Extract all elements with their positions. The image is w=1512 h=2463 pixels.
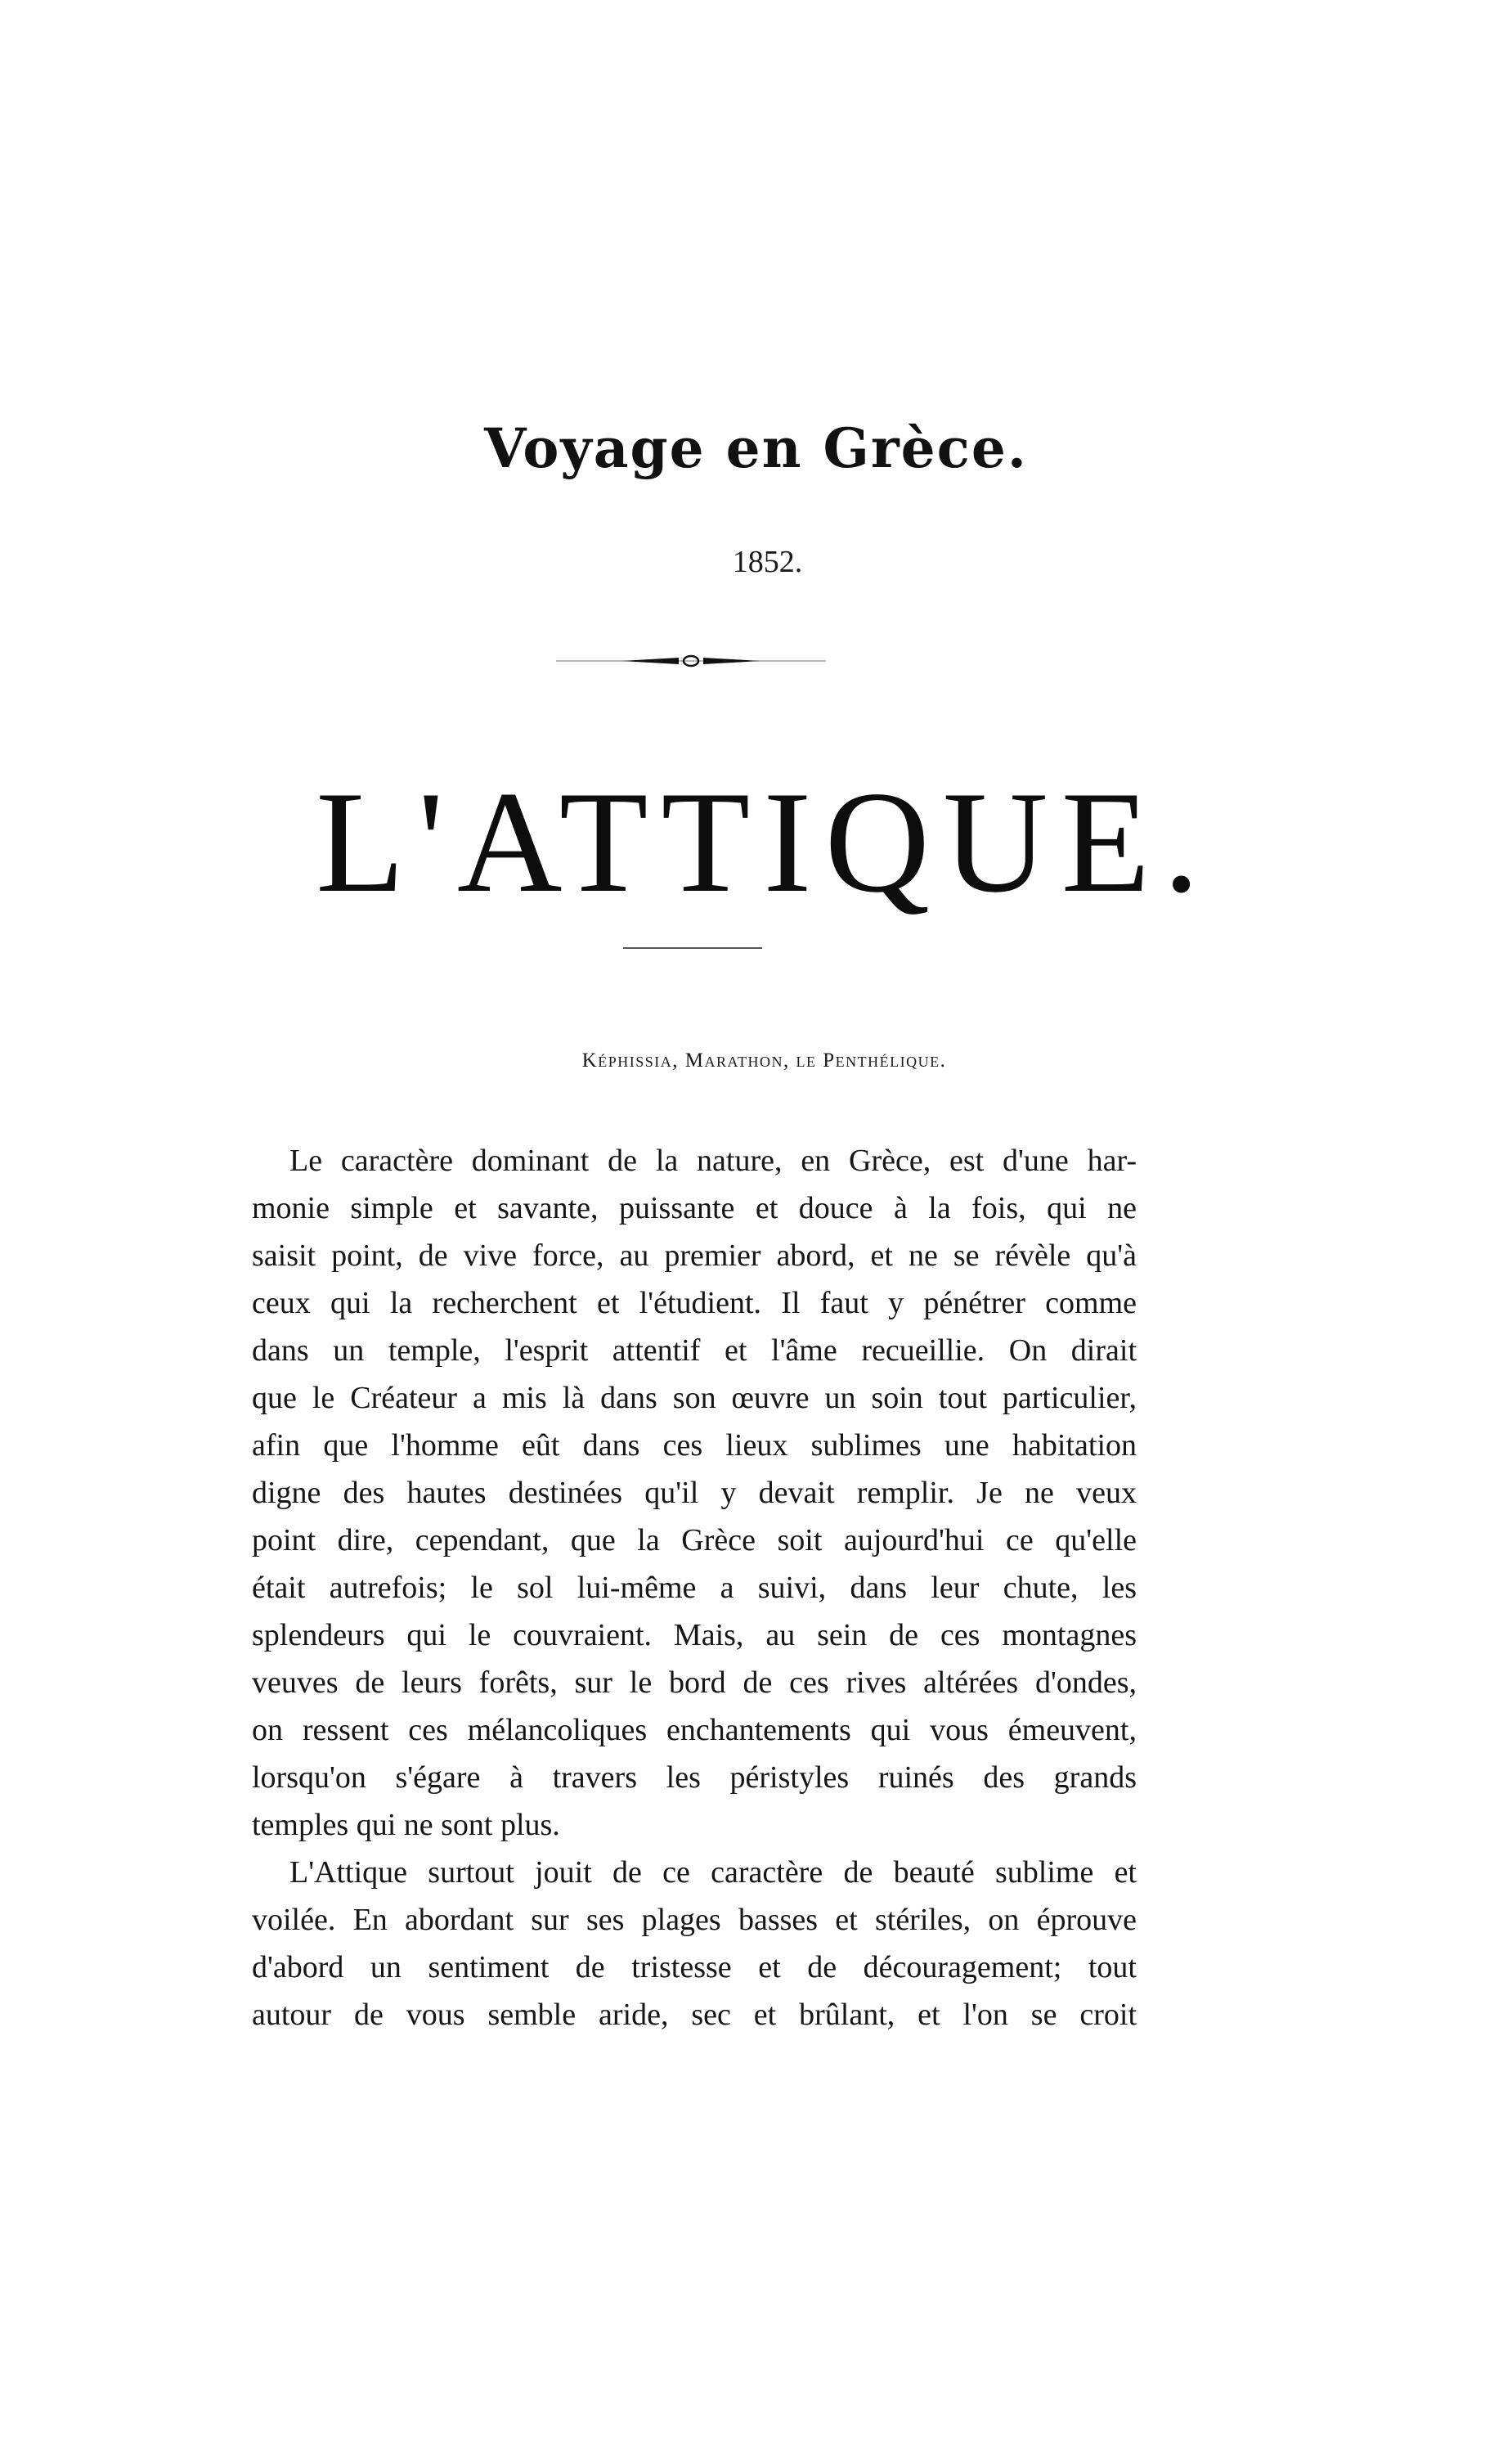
text-line: voilée. En abordant sur ses plages basses et stériles, on éprouve: [252, 1903, 1137, 1937]
text-line: autour de vous semble aride, sec et brûlant, et l'on se croit: [252, 1998, 1137, 2032]
chapter-title: L'ATTIQUE.: [316, 761, 1213, 923]
text-line: ceux qui la recherchent et l'étudient. Il faut y pénétrer comme: [252, 1286, 1137, 1320]
text-line: L'Attique surtout jouit de ce caractère de beauté sublime et: [289, 1855, 1137, 1890]
text-line: Le caractère dominant de la nature, en Grèce, est d'une har-: [289, 1144, 1137, 1178]
running-header-title: Voyage en Grèce.: [484, 416, 1028, 480]
text-line: d'abord un sentiment de tristesse et de découragement; tout: [252, 1950, 1137, 1984]
text-line: veuves de leurs forêts, sur le bord de ces rives altérées d'ondes,: [252, 1665, 1137, 1700]
year-label: 1852.: [732, 545, 803, 579]
text-line: afin que l'homme eût dans ces lieux sublimes une habitation: [252, 1428, 1137, 1463]
text-line: temples qui ne sont plus.: [252, 1808, 560, 1842]
text-line: digne des hautes destinées qu'il y devait remplir. Je ne veux: [252, 1476, 1137, 1510]
text-line: point dire, cependant, que la Grèce soit aujourd'hui ce qu'elle: [252, 1523, 1137, 1557]
text-line: était autrefois; le sol lui-même a suivi, dans leur chute, les: [252, 1571, 1137, 1605]
text-line: splendeurs qui le couvraient. Mais, au sein de ces montagnes: [252, 1618, 1137, 1652]
ornament-divider-icon: [556, 651, 826, 671]
text-line: que le Créateur a mis là dans son œuvre un soin tout particulier,: [252, 1381, 1137, 1415]
body-text: [252, 1137, 1137, 2038]
title-rule: [623, 947, 762, 949]
text-line: on ressent ces mélancoliques enchantements qui vous émeuvent,: [252, 1713, 1137, 1747]
chapter-subtitle: Képhissia, Marathon, le Penthélique.: [581, 1049, 947, 1072]
text-line: saisit point, de vive force, au premier abord, et ne se révèle qu'à: [252, 1238, 1137, 1273]
text-line: dans un temple, l'esprit attentif et l'âme recueillie. On dirait: [252, 1333, 1137, 1368]
text-line: lorsqu'on s'égare à travers les péristyles ruinés des grands: [252, 1760, 1137, 1795]
text-line: monie simple et savante, puissante et douce à la fois, qui ne: [252, 1191, 1137, 1225]
